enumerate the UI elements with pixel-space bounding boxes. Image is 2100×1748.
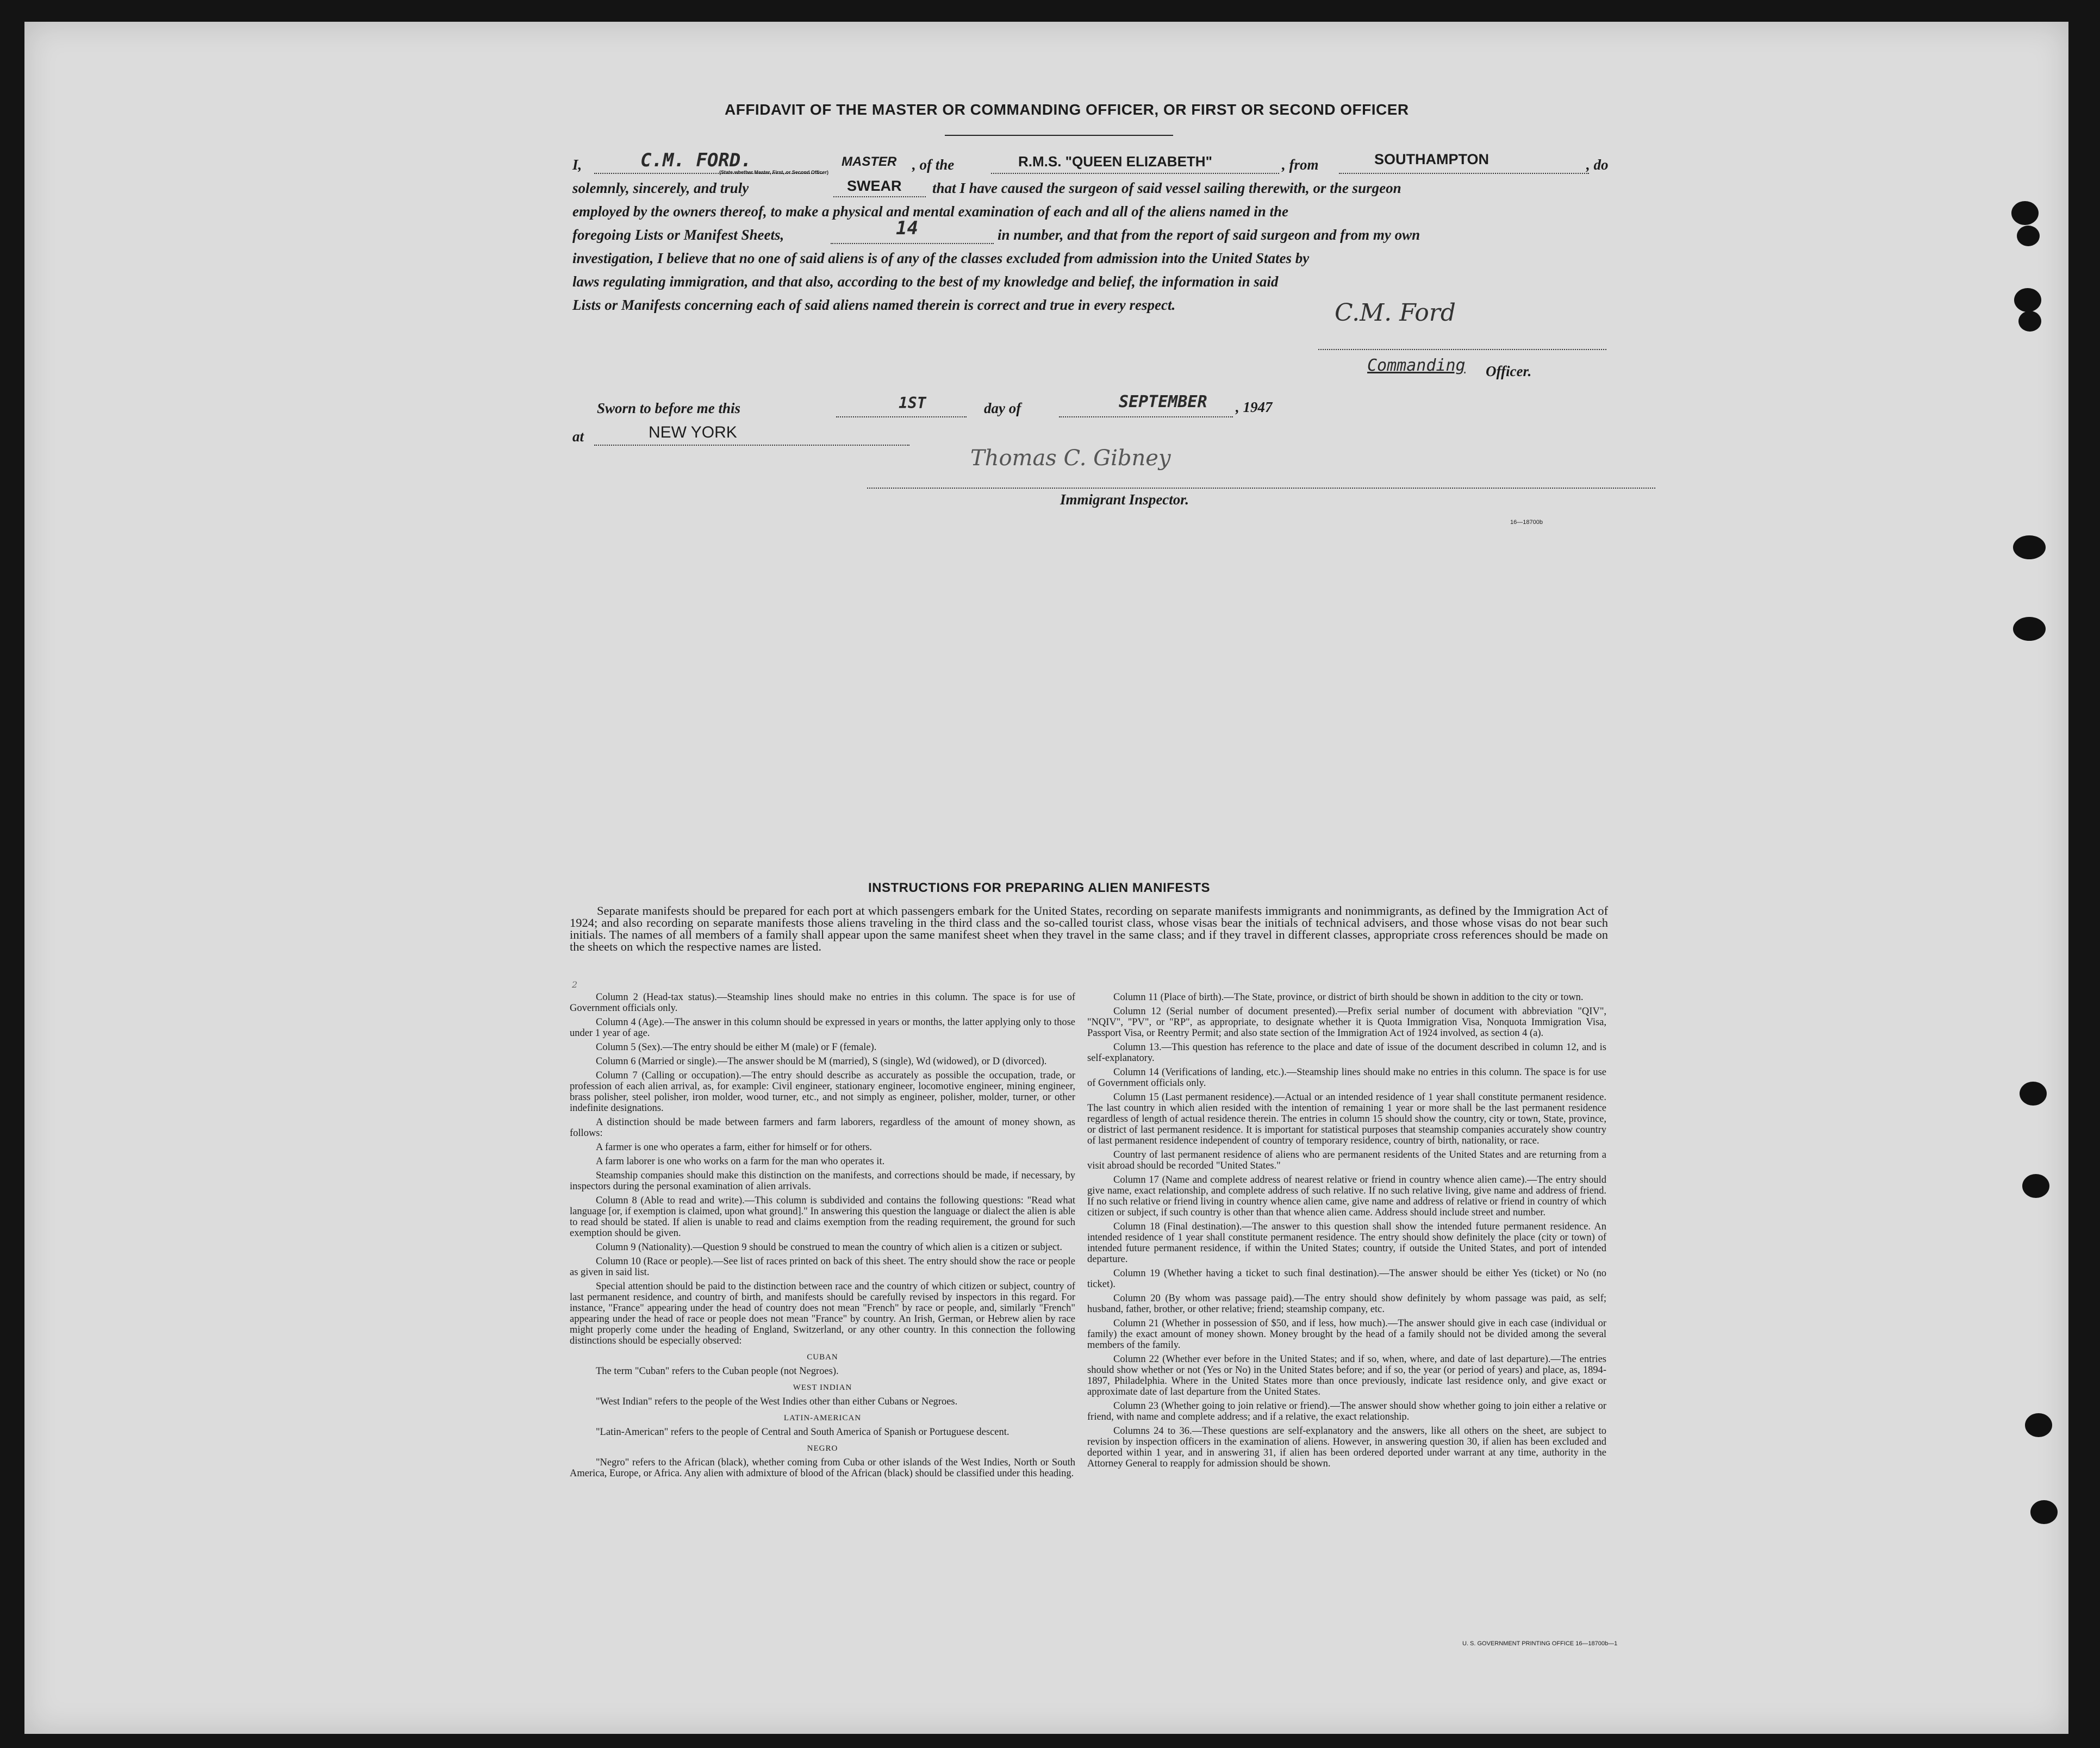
officer-rank-handwritten: Commanding <box>1367 356 1466 375</box>
instruction-paragraph: A farm laborer is one who works on a farm for the man who operates it. <box>596 1156 885 1167</box>
cuban-heading: CUBAN <box>807 1353 838 1362</box>
do-label: , do <box>1586 157 1609 173</box>
title-rule <box>945 135 1173 136</box>
instruction-paragraph: Column 11 (Place of birth).—The State, province, or district of birth should be shown in addition to the city or town. <box>1113 992 1584 1003</box>
punch-hole <box>2030 1500 2058 1524</box>
printing-office-footer: U. S. GOVERNMENT PRINTING OFFICE 16—18700b—1 <box>1462 1640 1618 1647</box>
punch-hole <box>2025 1413 2052 1437</box>
instruction-paragraph: Column 22 (Whether ever before in the United States; and if so, when, where, and date of last departure).—The entries should show whether or not (Yes or No) in the United States before; and if so, the year (or period of years) and place, as, 1894-1897, Philadelphia. Where in the United States more than once previously, indicate last residence only, and give exact or approximate date of last departure from the United States. <box>1087 1354 1606 1397</box>
affidavit-line-6: laws regulating immigration, and that also, according to the best of my knowledge and belief, the information in said <box>572 273 1279 290</box>
from-label: , from <box>1282 157 1319 173</box>
negro-definition: "Negro" refers to the African (black), whether coming from Cuba or other islands of the West Indies, North or South America, Europe, or Africa. Any alien with admixture of blood of the African (black) should be classified under this heading. <box>570 1457 1075 1479</box>
punch-hole <box>2013 617 2046 641</box>
manifest-count: 14 <box>896 217 918 239</box>
instructions-title: INSTRUCTIONS FOR PREPARING ALIEN MANIFESTS <box>868 881 1211 895</box>
sworn-day: 1ST <box>899 394 926 412</box>
place-line <box>572 425 953 452</box>
instruction-paragraph: Column 9 (Nationality).—Question 9 should be construed to mean the country of which alien is a citizen or subject. <box>596 1242 1063 1253</box>
rank: MASTER <box>842 154 897 169</box>
master-signature: C.M. Ford <box>1335 299 1456 327</box>
rank-note: (State whether Master, First, or Second Officer) <box>719 170 829 175</box>
instructions-right-column <box>1087 992 1606 1472</box>
instruction-paragraph: Columns 24 to 36.—These questions are self-explanatory and the answers, like all others on the sheet, are subject to revision by inspection officers in the examination of aliens. However, in answering question 30, if alien has been excluded and deported within 1 year, and in answering 31, if alien has been ordered deported under warrant at any time, authority in the Attorney General to reapply for admission should be shown. <box>1087 1426 1606 1469</box>
instruction-paragraph: Column 10 (Race or people).—See list of races printed on back of this sheet. The entry should show the race or people as given in said list. <box>570 1256 1075 1278</box>
instruction-paragraph: Column 13.—This question has reference to the place and date of issue of the document described in column 12, and is self-explanatory. <box>1087 1042 1606 1064</box>
oath-prefix: solemnly, sincerely, and truly <box>572 180 749 196</box>
instruction-paragraph: Column 14 (Verifications of landing, etc.).—Steamship lines should make no entries in this column. The space is for use of Government officials only. <box>1087 1067 1606 1089</box>
instruction-paragraph: Steamship companies should make this distinction on the manifests, and corrections should be made, if necessary, by inspectors during the personal examination of alien arrivals. <box>570 1170 1075 1192</box>
sworn-place: NEW YORK <box>649 423 737 441</box>
punch-hole <box>2017 226 2040 246</box>
sworn-month: SEPTEMBER <box>1119 392 1207 411</box>
master-name: C.M. FORD. <box>640 149 752 171</box>
oath-suffix: that I have caused the surgeon of said vessel sailing therewith, or the surgeon <box>932 180 1401 196</box>
inspector-signature: Thomas C. Gibney <box>970 446 1171 471</box>
instruction-paragraph: Column 18 (Final destination).—The answer to this question shall show the intended future permanent residence. An intended residence of 1 year shall constitute permanent residence. The entry should show definitely the place (city or town) of intended future permanent residence, if within the United States; country, if outside the United States, and port of intended departure. <box>1087 1221 1606 1265</box>
inspector-label: Immigrant Inspector. <box>1060 491 1189 508</box>
instruction-paragraph: Column 15 (Last permanent residence).—Actual or an intended residence of 1 year shall constitute permanent residence. The last country in which alien resided with the intention of remaining 1 year or more shall be the last permanent residence regardless of length of actual residence therein. The entries in column 15 should show the country, city or town, State, province, or district of last permanent residence. It is important for statistical purposes that steamship companies accurately show country of last permanent residence independent of country of temporary residence, country of birth, nationality, or race. <box>1087 1092 1606 1146</box>
sworn-line <box>597 392 1630 424</box>
punch-hole <box>2018 311 2041 332</box>
at-label: at <box>572 428 584 445</box>
instruction-paragraph: Column 17 (Name and complete address of nearest relative or friend in country whence alien came).—The entry should give name, exact relationship, and complete address of such relative. If no such relative living, give name and address of friend. If no such relative or friend living in country whence alien came, give name and address of relative or friend in country of which citizen or subject, if such country is other than that whence alien came. Address should include street and number. <box>1087 1175 1606 1218</box>
manifest-sheet <box>24 22 2068 1734</box>
latin-american-definition: "Latin-American" refers to the people of Central and South America of Spanish or Portuguese descent. <box>596 1427 1010 1438</box>
margin-mark: 2 <box>572 979 578 990</box>
instruction-paragraph: A distinction should be made between farmers and farm laborers, regardless of the amount of money shown, as follows: <box>570 1117 1075 1139</box>
instruction-paragraph: Column 6 (Married or single).—The answer should be M (married), S (single), Wd (widowed), or D (divorced). <box>596 1056 1047 1067</box>
departure-port: SOUTHAMPTON <box>1374 151 1490 167</box>
affidavit-line-7: Lists or Manifests concerning each of said aliens named therein is correct and true in every respect. <box>572 297 1176 313</box>
instructions-left-column <box>570 992 1075 1482</box>
day-of-label: day of <box>984 400 1021 416</box>
punch-hole <box>2013 535 2046 559</box>
officer-label: Officer. <box>1486 363 1532 379</box>
affidavit-form-number: 16—18700b <box>1510 519 1543 526</box>
oath-type: SWEAR <box>847 178 902 194</box>
punch-hole <box>2011 201 2039 225</box>
latin-american-heading: LATIN-AMERICAN <box>783 1414 862 1422</box>
instruction-paragraph: Column 19 (Whether having a ticket to such final destination).—The answer should be either Yes (ticket) or No (no ticket). <box>1087 1268 1606 1290</box>
punch-hole <box>2022 1174 2049 1198</box>
punch-hole <box>2020 1082 2047 1106</box>
pronoun-i: I, <box>572 157 582 173</box>
affidavit-line-3: employed by the owners thereof, to make a physical and mental examination of each and all of the aliens named in the <box>572 203 1288 220</box>
instruction-paragraph: Column 8 (Able to read and write).—This column is subdivided and contains the following questions: "Read what language [or, if exemption is claimed, upon what ground]." In answering this question the language or dialect the alien is able to read should be stated. If alien is unable to read and claims exemption from the reading requirement, the ground for such exemption should be given. <box>570 1195 1076 1239</box>
instruction-paragraph: Column 7 (Calling or occupation).—The entry should describe as accurately as possible the occupation, trade, or profession of each alien arrival, as, for example: Civil engineer, stationary engineer, locomotive engineer, mining engineer, brass polisher, steel polisher, iron molder, wood turner, etc., and not simply as engineer, polisher, molder, turner, or other indefinite designations. <box>570 1070 1075 1114</box>
manifest-count-suffix: in number, and that from the report of said surgeon and from my own <box>998 227 1420 243</box>
instruction-paragraph: Column 23 (Whether going to join relative or friend).—The answer should show whether going to join either a relative or friend, with name and complete address; and if a relative, the exact relationship. <box>1087 1401 1606 1422</box>
instruction-paragraph: Column 2 (Head-tax status).—Steamship lines should make no entries in this column. The space is for use of Government officials only. <box>570 992 1075 1014</box>
west-indian-heading: WEST INDIAN <box>793 1383 852 1392</box>
punch-hole <box>2014 288 2041 312</box>
instruction-paragraph: Column 21 (Whether in possession of $50, and if less, how much).—The answer should give in each case (individual or family) the exact amount of money shown. Money brought by the head of a family should not be divided among the several members of the family. <box>1087 1318 1606 1351</box>
instruction-paragraph: Column 12 (Serial number of document presented).—Prefix serial number of document with abbreviation "QIV", "NQIV", "PV", or "RP", as appropriate, to designate whether it is Quota Immigration Visa, Nonquota Immigration Visa, Passport Visa, or Reentry Permit; and also state section of the Immigration Act of 1924 involved, as section 4 (a). <box>1087 1006 1606 1039</box>
negro-heading: NEGRO <box>807 1444 838 1453</box>
affidavit-line-5: investigation, I believe that no one of said aliens is of any of the classes excluded from admission into the United States by <box>572 250 1310 266</box>
vessel-name: R.M.S. "QUEEN ELIZABETH" <box>1018 153 1212 170</box>
instruction-paragraph: Country of last permanent residence of aliens who are permanent residents of the United States and are returning from a visit abroad should be recorded "United States." <box>1087 1150 1606 1171</box>
manifest-count-prefix: foregoing Lists or Manifest Sheets, <box>572 227 784 243</box>
instruction-paragraph: Column 20 (By whom was passage paid).—The entry should show definitely by whom passage was paid, as self; husband, father, brother, or other relative; friend; steamship company, etc. <box>1087 1293 1606 1315</box>
cuban-definition: The term "Cuban" refers to the Cuban people (not Negroes). <box>596 1366 839 1377</box>
sworn-prefix: Sworn to before me this <box>597 400 741 416</box>
of-the-label: , of the <box>912 157 955 173</box>
west-indian-definition: "West Indian" refers to the people of the West Indies other than either Cubans or Negroes. <box>596 1396 958 1407</box>
instructions-intro: Separate manifests should be prepared for each port at which passengers embark for the United States, recording on separate manifests immigrants and nonimmigrants, as defined by the Immigration Act of 1924; and also recording on separate manifests those aliens traveling in the third class and the so-called tourist class, whose visas bear the initials of technical advisers, and those whose visas do not bear such initials. The names of all members of a family shall appear upon the same manifest sheet when they travel in the same class; and if they travel in different classes, appropriate cross references should be made on the sheets on which the respective names are listed. <box>570 904 1608 953</box>
instruction-paragraph: Column 4 (Age).—The answer in this column should be expressed in years or months, the latter applying only to those under 1 year of age. <box>570 1017 1075 1039</box>
instruction-paragraph: A farmer is one who operates a farm, either for himself or for others. <box>596 1142 873 1153</box>
instruction-paragraph: Column 5 (Sex).—The entry should be either M (male) or F (female). <box>596 1042 877 1053</box>
affidavit-title: AFFIDAVIT OF THE MASTER OR COMMANDING OFFICER, OR FIRST OR SECOND OFFICER <box>725 101 1409 118</box>
instruction-paragraph: Special attention should be paid to the distinction between race and the country of which citizen or subject, country of last permanent residence, and country of birth, and manifests should be carefully revised by inspectors in this regard. For instance, "France" appearing under the head of country does not mean "French" by race or people, and, similarly "French" appearing under the head of race or people does not mean "France" by country. An Irish, German, or Hebrew alien by race might properly come under the heading of England, Switzerland, or any other country. In this connection the following distinctions should be especially observed: <box>570 1281 1075 1346</box>
sworn-year: , 1947 <box>1236 399 1273 415</box>
